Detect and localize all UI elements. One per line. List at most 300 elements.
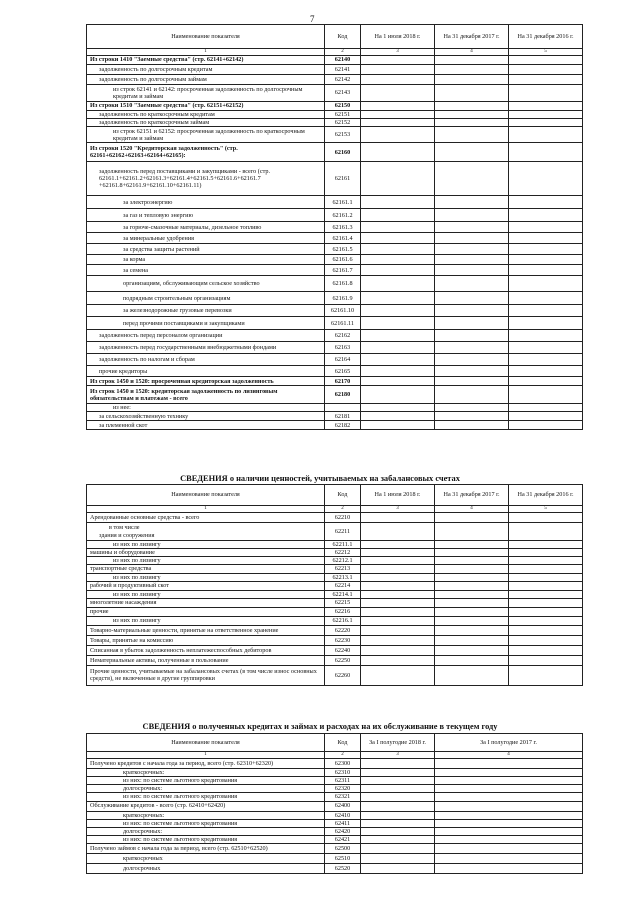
row-code: 62161 [325, 162, 361, 196]
value-cell[interactable] [361, 513, 435, 523]
row-label: долгосрочных: [87, 785, 325, 793]
table-row [87, 785, 583, 793]
value-cell[interactable] [509, 549, 583, 557]
colnum: 1 [87, 506, 325, 513]
value-cell[interactable] [435, 665, 509, 685]
value-cell[interactable] [509, 196, 583, 209]
value-cell[interactable] [435, 143, 509, 162]
table-row [87, 635, 583, 645]
row-label: краткосрочных: [87, 811, 325, 819]
row-label: из нее: [87, 404, 325, 412]
value-cell[interactable] [509, 162, 583, 196]
value-cell[interactable] [361, 119, 435, 127]
value-cell[interactable] [435, 523, 509, 541]
row-label: Из строк 1450 и 1520: просроченная кредиторская задолженность [87, 377, 325, 386]
table-row [87, 265, 583, 276]
row-code: 62150 [325, 102, 361, 111]
header-col5: На 31 декабря 2016 г. [509, 485, 583, 506]
value-cell[interactable] [435, 598, 509, 607]
colnum: 3 [361, 506, 435, 513]
row-label: долгосрочных: [87, 827, 325, 835]
value-cell[interactable] [361, 292, 435, 305]
value-cell[interactable] [435, 265, 509, 276]
value-cell[interactable] [361, 255, 435, 265]
value-cell[interactable] [435, 222, 509, 233]
value-cell[interactable] [361, 854, 435, 864]
row-label: подрядным строительным организациям [87, 292, 325, 305]
row-label: из них: по системе льготного кредитования [87, 777, 325, 785]
row-code: 62161.7 [325, 265, 361, 276]
row-code: 62161.2 [325, 209, 361, 222]
value-cell[interactable] [435, 404, 509, 412]
row-label: за племенной скот [87, 421, 325, 430]
row-code: 62180 [325, 386, 361, 404]
table-row [87, 276, 583, 292]
row-label: Из строки 1410 "Заемные средства" (стр. 62141+62142) [87, 56, 325, 65]
row-code: 62214 [325, 581, 361, 590]
value-cell[interactable] [361, 665, 435, 685]
row-label: Товарно-материальные ценности, принятые на ответственное хранение [87, 625, 325, 635]
row-code: 62151 [325, 111, 361, 119]
value-cell[interactable] [361, 827, 435, 835]
value-cell[interactable] [361, 616, 435, 625]
colnum: 4 [435, 752, 583, 759]
value-cell[interactable] [435, 844, 583, 854]
value-cell[interactable] [435, 342, 509, 354]
row-code: 62230 [325, 635, 361, 645]
value-cell[interactable] [435, 625, 509, 635]
row-code: 62212 [325, 549, 361, 557]
value-cell[interactable] [435, 616, 509, 625]
value-cell[interactable] [435, 102, 509, 111]
value-cell[interactable] [509, 255, 583, 265]
row-code: 62250 [325, 655, 361, 665]
row-label: прочие [87, 607, 325, 616]
row-label: прочие кредиторы [87, 366, 325, 377]
table-row [87, 377, 583, 386]
value-cell[interactable] [361, 655, 435, 665]
table-row [87, 819, 583, 827]
value-cell[interactable] [361, 412, 435, 421]
row-code: 62212.1 [325, 557, 361, 565]
value-cell[interactable] [435, 759, 583, 769]
value-cell[interactable] [509, 412, 583, 421]
section3-title: СВЕДЕНИЯ о полученных кредитах и займах и расходах на их обслуживание в текущем году [142, 722, 498, 731]
value-cell[interactable] [509, 102, 583, 111]
table-row [87, 255, 583, 265]
value-cell[interactable] [509, 655, 583, 665]
table-row [87, 292, 583, 305]
table-row [87, 366, 583, 377]
table-row [87, 317, 583, 330]
row-code: 62220 [325, 625, 361, 635]
colnum: 5 [509, 49, 583, 56]
value-cell[interactable] [361, 864, 435, 874]
value-cell[interactable] [361, 265, 435, 276]
value-cell[interactable] [509, 317, 583, 330]
value-cell[interactable] [509, 75, 583, 85]
row-code: 62164 [325, 354, 361, 366]
value-cell[interactable] [435, 655, 509, 665]
value-cell[interactable] [435, 305, 509, 317]
value-cell[interactable] [361, 573, 435, 581]
row-code: 62260 [325, 665, 361, 685]
value-cell[interactable] [435, 292, 509, 305]
value-cell[interactable] [361, 645, 435, 655]
table-row [87, 557, 583, 565]
colnum: 2 [325, 506, 361, 513]
value-cell[interactable] [361, 625, 435, 635]
table-row [87, 541, 583, 549]
row-label: задолженность по налогам и сборам [87, 354, 325, 366]
row-label: за газ и тепловую энергию [87, 209, 325, 222]
table-row [87, 222, 583, 233]
value-cell[interactable] [361, 342, 435, 354]
value-cell[interactable] [435, 317, 509, 330]
value-cell[interactable] [361, 244, 435, 255]
value-cell[interactable] [509, 244, 583, 255]
value-cell[interactable] [435, 119, 509, 127]
table-row [87, 513, 583, 523]
value-cell[interactable] [435, 209, 509, 222]
row-label: Из строки 1520 "Кредиторская задолженность" (стр. 62161+62162+62163+62164+62165): [87, 143, 325, 162]
row-label-line: в том числе [109, 524, 140, 532]
row-label: перед прочими поставщиками и закупщиками [87, 317, 325, 330]
row-label: из них по лизингу [87, 590, 325, 598]
value-cell[interactable] [435, 196, 509, 209]
row-code: 62211 [325, 523, 361, 541]
value-cell[interactable] [509, 143, 583, 162]
row-label: краткосрочных: [87, 769, 325, 777]
value-cell[interactable] [435, 377, 509, 386]
value-cell[interactable] [361, 844, 435, 854]
value-cell[interactable] [361, 233, 435, 244]
value-cell[interactable] [509, 366, 583, 377]
liabilities-table [86, 24, 583, 430]
value-cell[interactable] [435, 835, 583, 843]
value-cell[interactable] [509, 573, 583, 581]
value-cell[interactable] [361, 769, 435, 777]
row-label: из них по лизингу [87, 557, 325, 565]
value-cell[interactable] [509, 645, 583, 655]
value-cell[interactable] [361, 75, 435, 85]
value-cell[interactable] [361, 421, 435, 430]
value-cell[interactable] [509, 625, 583, 635]
value-cell[interactable] [509, 557, 583, 565]
row-code: 62400 [325, 801, 361, 811]
value-cell[interactable] [509, 276, 583, 292]
table-row [87, 523, 583, 541]
value-cell[interactable] [509, 85, 583, 102]
table-row [87, 827, 583, 835]
value-cell[interactable] [435, 557, 509, 565]
row-code: 62213.1 [325, 573, 361, 581]
value-cell[interactable] [435, 75, 509, 85]
row-label: задолженность по долгосрочным кредитам [87, 65, 325, 75]
value-cell[interactable] [435, 354, 509, 366]
value-cell[interactable] [361, 819, 435, 827]
value-cell[interactable] [509, 598, 583, 607]
row-label: за минеральные удобрения [87, 233, 325, 244]
table-row [87, 354, 583, 366]
value-cell[interactable] [361, 598, 435, 607]
value-cell[interactable] [361, 590, 435, 598]
row-label: машины и оборудование [87, 549, 325, 557]
value-cell[interactable] [361, 607, 435, 616]
value-cell[interactable] [435, 162, 509, 196]
table-row [87, 65, 583, 75]
value-cell[interactable] [509, 265, 583, 276]
value-cell[interactable] [361, 801, 435, 811]
row-code: 62152 [325, 119, 361, 127]
value-cell[interactable] [361, 777, 435, 785]
table-row [87, 844, 583, 854]
value-cell[interactable] [435, 769, 583, 777]
value-cell[interactable] [509, 305, 583, 317]
value-cell[interactable] [509, 541, 583, 549]
row-code: 62182 [325, 421, 361, 430]
row-label: за горюче-смазочные материалы, дизельное топливо [87, 222, 325, 233]
value-cell[interactable] [361, 111, 435, 119]
row-code: 62163 [325, 342, 361, 354]
row-code: 62510 [325, 854, 361, 864]
row-label: из них: по системе льготного кредитования [87, 835, 325, 843]
row-code: 62500 [325, 844, 361, 854]
value-cell[interactable] [435, 827, 583, 835]
offbalance-table [86, 484, 583, 686]
row-label: из них: по системе льготного кредитования [87, 793, 325, 801]
value-cell[interactable] [435, 111, 509, 119]
table-row [87, 854, 583, 864]
value-cell[interactable] [361, 565, 435, 573]
value-cell[interactable] [361, 366, 435, 377]
value-cell[interactable] [361, 354, 435, 366]
value-cell[interactable] [435, 777, 583, 785]
value-cell[interactable] [509, 127, 583, 143]
value-cell[interactable] [509, 386, 583, 404]
value-cell[interactable] [509, 342, 583, 354]
value-cell[interactable] [361, 102, 435, 111]
row-code: 62520 [325, 864, 361, 874]
value-cell[interactable] [435, 573, 509, 581]
value-cell[interactable] [509, 119, 583, 127]
value-cell[interactable] [435, 366, 509, 377]
value-cell[interactable] [435, 581, 509, 590]
value-cell[interactable] [361, 785, 435, 793]
table-row [87, 565, 583, 573]
value-cell[interactable] [509, 581, 583, 590]
header-col5: На 31 декабря 2016 г. [509, 25, 583, 49]
value-cell[interactable] [361, 196, 435, 209]
row-label: за корма [87, 255, 325, 265]
value-cell[interactable] [361, 162, 435, 196]
value-cell[interactable] [509, 111, 583, 119]
value-cell[interactable] [509, 233, 583, 244]
value-cell[interactable] [361, 541, 435, 549]
value-cell[interactable] [509, 607, 583, 616]
row-label: задолженность по краткосрочным кредитам [87, 111, 325, 119]
table-row [87, 404, 583, 412]
value-cell[interactable] [361, 404, 435, 412]
value-cell[interactable] [435, 785, 583, 793]
row-code: 62161.5 [325, 244, 361, 255]
value-cell[interactable] [361, 523, 435, 541]
table-row [87, 162, 583, 196]
value-cell[interactable] [435, 244, 509, 255]
row-label: Получено кредитов с начала года за период, всего (стр. 62310+62320) [87, 759, 325, 769]
value-cell[interactable] [509, 209, 583, 222]
table-row [87, 769, 583, 777]
value-cell[interactable] [509, 421, 583, 430]
value-cell[interactable] [435, 793, 583, 801]
row-code: 62214.1 [325, 590, 361, 598]
row-label: за средства защиты растений [87, 244, 325, 255]
value-cell[interactable] [435, 607, 509, 616]
value-cell[interactable] [509, 523, 583, 541]
table-row [87, 581, 583, 590]
value-cell[interactable] [361, 276, 435, 292]
value-cell[interactable] [435, 421, 509, 430]
value-cell[interactable] [435, 854, 583, 864]
row-label: многолетние насаждения [87, 598, 325, 607]
table-row [87, 665, 583, 685]
value-cell[interactable] [361, 222, 435, 233]
value-cell[interactable] [435, 85, 509, 102]
value-cell[interactable] [509, 565, 583, 573]
value-cell[interactable] [361, 56, 435, 65]
value-cell[interactable] [435, 65, 509, 75]
value-cell[interactable] [361, 143, 435, 162]
value-cell[interactable] [435, 549, 509, 557]
row-code: 62215 [325, 598, 361, 607]
value-cell[interactable] [509, 404, 583, 412]
row-label-line: здания и сооружения [99, 531, 155, 539]
value-cell[interactable] [361, 209, 435, 222]
value-cell[interactable] [435, 386, 509, 404]
row-label: из них по лизингу [87, 573, 325, 581]
value-cell[interactable] [361, 557, 435, 565]
row-code: 62141 [325, 65, 361, 75]
value-cell[interactable] [435, 513, 509, 523]
row-code: 62142 [325, 75, 361, 85]
table-row [87, 305, 583, 317]
value-cell[interactable] [509, 513, 583, 523]
value-cell[interactable] [435, 819, 583, 827]
value-cell[interactable] [509, 292, 583, 305]
value-cell[interactable] [435, 811, 583, 819]
value-cell[interactable] [435, 801, 583, 811]
table-row [87, 412, 583, 421]
row-label: за семена [87, 265, 325, 276]
header-col4: За I полугодие 2017 г. [435, 734, 583, 752]
value-cell[interactable] [361, 635, 435, 645]
value-cell[interactable] [435, 645, 509, 655]
value-cell[interactable] [509, 616, 583, 625]
colnum: 3 [361, 752, 435, 759]
value-cell[interactable] [361, 581, 435, 590]
value-cell[interactable] [509, 377, 583, 386]
row-code: 62420 [325, 827, 361, 835]
table-row [87, 835, 583, 843]
value-cell[interactable] [435, 864, 583, 874]
value-cell[interactable] [435, 127, 509, 143]
table-row [87, 85, 583, 102]
value-cell[interactable] [361, 835, 435, 843]
value-cell[interactable] [361, 386, 435, 404]
value-cell[interactable] [435, 635, 509, 645]
value-cell[interactable] [509, 665, 583, 685]
value-cell[interactable] [435, 541, 509, 549]
value-cell[interactable] [361, 377, 435, 386]
row-code: 62161.10 [325, 305, 361, 317]
value-cell[interactable] [509, 222, 583, 233]
row-label: долгосрочных [87, 864, 325, 874]
value-cell[interactable] [509, 354, 583, 366]
row-label: задолженность по долгосрочным займам [87, 75, 325, 85]
value-cell[interactable] [361, 811, 435, 819]
value-cell[interactable] [361, 793, 435, 801]
value-cell[interactable] [435, 276, 509, 292]
value-cell[interactable] [435, 233, 509, 244]
row-label: за железнодорожные грузовые перевозки [87, 305, 325, 317]
value-cell[interactable] [435, 330, 509, 342]
value-cell[interactable] [435, 412, 509, 421]
value-cell[interactable] [361, 330, 435, 342]
table-row [87, 607, 583, 616]
table-row [87, 330, 583, 342]
value-cell[interactable] [361, 127, 435, 143]
header-col3: На 1 июля 2018 г. [361, 25, 435, 49]
row-code: 62310 [325, 769, 361, 777]
value-cell[interactable] [361, 549, 435, 557]
header-col4: На 31 декабря 2017 г. [435, 25, 509, 49]
value-cell[interactable] [361, 65, 435, 75]
value-cell[interactable] [509, 330, 583, 342]
value-cell[interactable] [435, 56, 509, 65]
value-cell[interactable] [361, 759, 435, 769]
table-row [87, 777, 583, 785]
table-row [87, 645, 583, 655]
table-row [87, 233, 583, 244]
row-code: 62411 [325, 819, 361, 827]
value-cell[interactable] [509, 635, 583, 645]
row-label: Списанная в убыток задолженность неплатежеспособных дебиторов [87, 645, 325, 655]
colnum: 1 [87, 752, 325, 759]
table-row [87, 549, 583, 557]
header-code: Код [325, 25, 361, 49]
table-row [87, 625, 583, 635]
row-code: 62211.1 [325, 541, 361, 549]
table-row [87, 111, 583, 119]
value-cell[interactable] [361, 85, 435, 102]
value-cell[interactable] [435, 565, 509, 573]
value-cell[interactable] [361, 305, 435, 317]
value-cell[interactable] [435, 590, 509, 598]
row-code: 62161.4 [325, 233, 361, 244]
value-cell[interactable] [509, 65, 583, 75]
table-row [87, 196, 583, 209]
row-label: Из строк 1450 и 1520: кредиторская задолженность по лизинговым обязательствам и платежам - всего [87, 386, 325, 404]
table-row [87, 590, 583, 598]
row-code: 62213 [325, 565, 361, 573]
value-cell[interactable] [361, 317, 435, 330]
value-cell[interactable] [509, 590, 583, 598]
table-row [87, 56, 583, 65]
row-label: за сельскохозяйственную технику [87, 412, 325, 421]
page-number: 7 [310, 14, 315, 24]
value-cell[interactable] [509, 56, 583, 65]
value-cell[interactable] [435, 255, 509, 265]
